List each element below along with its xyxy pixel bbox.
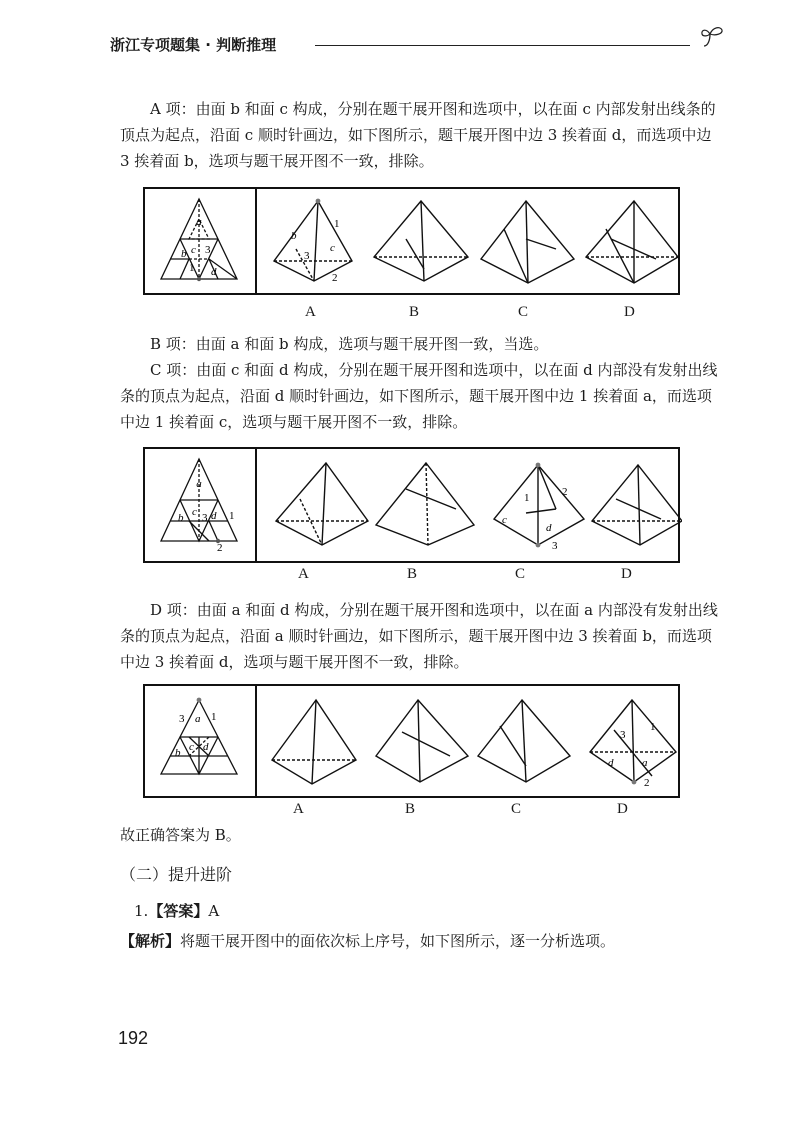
- net-diagram: [145, 449, 253, 561]
- option-d-edge-2: 2: [644, 777, 650, 789]
- edge-1-label: 1: [189, 262, 195, 274]
- answer-tag: 【答案】: [148, 902, 209, 920]
- option-label-a: A: [305, 304, 316, 320]
- option-labels-c: [143, 566, 680, 586]
- option-d-face-a: a: [642, 757, 648, 769]
- header-title: 浙江专项题集 · 判断推理: [110, 36, 277, 54]
- edge-3-label: 3: [205, 244, 211, 256]
- option-label-a: A: [293, 801, 304, 817]
- option-d-face-d: d: [608, 757, 614, 769]
- edge-2-label: 2: [217, 542, 223, 554]
- section-heading: （二）提升进阶: [120, 865, 233, 884]
- figure-d: [143, 684, 680, 798]
- option-labels-a: [143, 304, 680, 324]
- option-label-b: B: [407, 566, 418, 582]
- pyramid-options: [256, 449, 682, 561]
- option-label-c: C: [511, 801, 522, 817]
- answer-value: A: [208, 902, 220, 920]
- pyramid-options: [256, 686, 682, 796]
- face-b-label: b: [178, 512, 184, 524]
- face-b-label: b: [181, 248, 187, 260]
- face-b-label: b: [175, 747, 181, 759]
- option-a-face-b: b: [291, 230, 297, 242]
- option-label-b: B: [405, 801, 416, 817]
- paragraph-a-item: A 项：由面 b 和面 c 构成，分别在题干展开图和选项中，以在面 c 内部发射出线条的顶点为起点，沿面 c 顺时针画边，如下图所示，题干展开图中边 3 挨着面 d，而选项中边 3 挨着面 b，选项与题干展开图不一致，排除。: [120, 100, 716, 170]
- option-label-d: D: [621, 566, 632, 582]
- option-label-c: C: [518, 304, 529, 320]
- net-diagram: [145, 686, 253, 796]
- face-d-label: d: [211, 510, 217, 522]
- face-d-label: d: [211, 266, 217, 278]
- option-label-a: A: [298, 566, 309, 582]
- sprout-icon: [700, 24, 730, 50]
- option-label-b: B: [409, 304, 420, 320]
- face-a-label: a: [196, 216, 202, 228]
- figure-a: [143, 187, 680, 295]
- face-a-label: a: [195, 713, 201, 725]
- option-d-edge-1: 1: [650, 721, 656, 733]
- face-c-label: c: [192, 506, 197, 518]
- option-label-d: D: [617, 801, 628, 817]
- option-label-d: D: [624, 304, 635, 320]
- analysis-tag: 【解析】: [120, 932, 181, 950]
- conclusion-text: 故正确答案为 B。: [120, 826, 241, 844]
- option-c-face-d: d: [546, 522, 552, 534]
- running-header: [110, 34, 730, 60]
- edge-3-label: 3: [202, 512, 208, 524]
- option-c-edge-1: 1: [524, 492, 530, 504]
- page-number: 192: [118, 1028, 149, 1048]
- option-c-face-c: c: [502, 514, 507, 526]
- option-a-edge-1: 1: [334, 218, 340, 230]
- answer-number: 1.: [134, 902, 149, 920]
- option-c-edge-3: 3: [552, 540, 558, 552]
- paragraph-d-item: D 项：由面 a 和面 d 构成，分别在题干展开图和选项中，以在面 a 内部没有发射出线条的顶点为起点，沿面 a 顺时针画边，如下图所示，题干展开图中边 3 挨着面 b，而选项中边 3 挨着面 d，选项与题干展开图不一致，排除。: [120, 601, 718, 671]
- net-diagram: [145, 189, 253, 293]
- option-a-face-c: c: [330, 242, 335, 254]
- figure-c: [143, 447, 680, 563]
- face-a-label: a: [196, 478, 202, 490]
- analysis-line: [120, 930, 615, 951]
- edge-1-label: 1: [229, 510, 235, 522]
- option-labels-d: [143, 801, 680, 821]
- paragraph-c-item: C 项：由面 c 和面 d 构成，分别在题干展开图和选项中，以在面 d 内部没有发射出线条的顶点为起点，沿面 d 顺时针画边，如下图所示，题干展开图中边 1 挨着面 a，而选项中边 1 挨着面 c，选项与题干展开图不一致，排除。: [120, 361, 718, 431]
- option-a-edge-2: 2: [332, 272, 338, 284]
- analysis-text: 将题干展开图中的面依次标上序号，如下图所示，逐一分析选项。: [180, 932, 616, 950]
- face-c-label: c: [189, 741, 194, 753]
- option-a-edge-3: 3: [304, 250, 310, 262]
- edge-3-label: 3: [179, 713, 185, 725]
- paragraph-b-item: B 项：由面 a 和面 b 构成，选项与题干展开图一致，当选。: [150, 335, 549, 353]
- option-c-edge-2: 2: [562, 486, 568, 498]
- pyramid-options: [256, 189, 682, 293]
- option-label-c: C: [515, 566, 526, 582]
- face-c-label: c: [191, 244, 196, 256]
- header-rule: [315, 45, 690, 46]
- edge-1-label: 1: [211, 711, 217, 723]
- face-d-label: d: [203, 741, 209, 753]
- answer-line: [134, 900, 219, 921]
- option-d-edge-3: 3: [620, 729, 626, 741]
